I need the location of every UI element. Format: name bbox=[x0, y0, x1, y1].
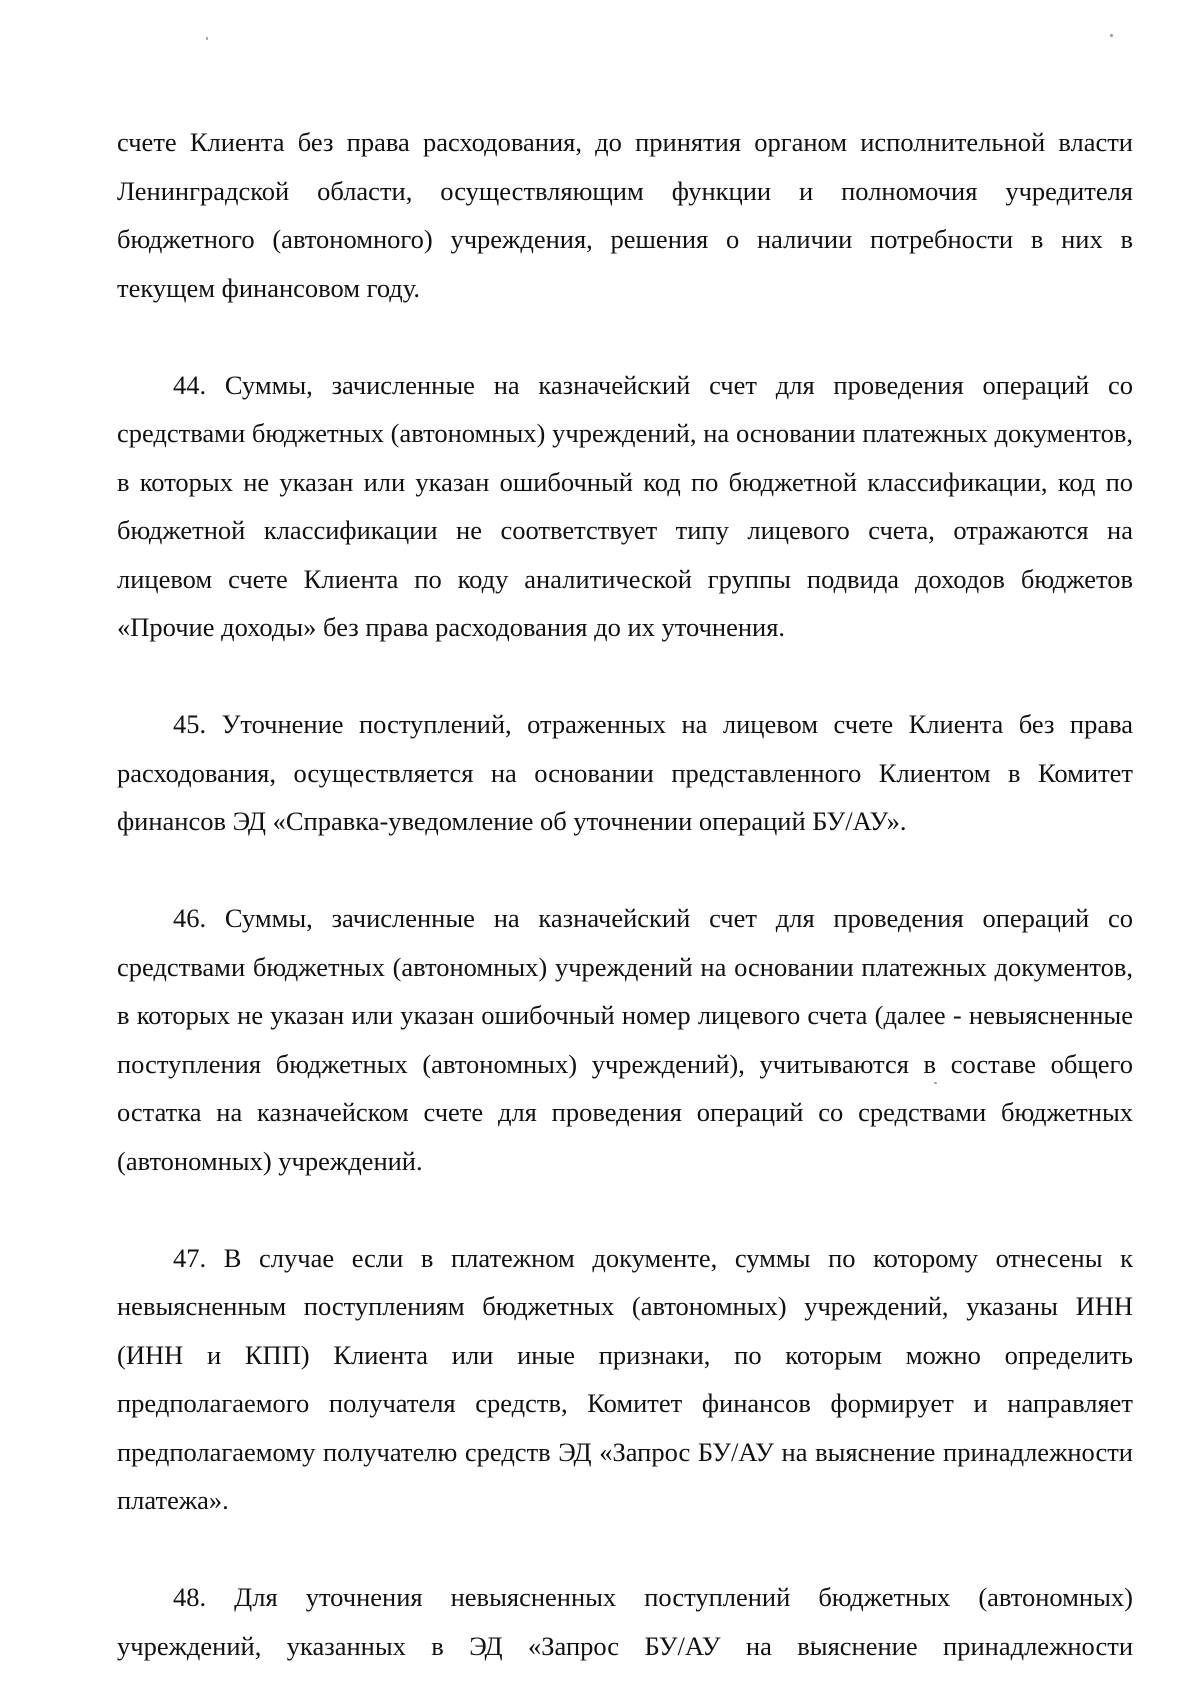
scan-speck bbox=[206, 37, 208, 40]
paragraph-text: Суммы, зачисленные на казначейский счет для проведения операций со средствами бюджетных (автономных) учреждений, на основании платежных документов, в которых не указан или указан ошибочный код по бюджетной классификации, код по бюджетной классификации не соответствует типу лицевого счета, отражаются на лицевом счете Клиента по коду аналитической группы подвида доходов бюджетов «Прочие доходы» без права расходования до их уточнения. bbox=[117, 369, 1133, 642]
paragraph-gap bbox=[117, 1525, 1133, 1574]
paragraph-text: В случае если в платежном документе, суммы по которому отнесены к невыясненным поступлениям бюджетных (автономных) учреждений, указаны ИНН (ИНН и КПП) Клиента или иные признаки, по которым можно определить предполагаемого получателя средств, Комитет финансов формирует и направляет предполагаемому получателю средств ЭД «Запрос БУ/АУ на выяснение принадлежности платежа». bbox=[117, 1242, 1134, 1515]
paragraph-47 bbox=[117, 1234, 1133, 1525]
paragraph-text: Уточнение поступлений, отраженных на лицевом счете Клиента без права расходования, осуществляется на основании представленного Клиентом в Комитет финансов ЭД «Справка-уведомление об уточнении операций БУ/АУ». bbox=[117, 709, 1134, 836]
paragraph-number: 46. bbox=[173, 903, 207, 933]
paragraph-number: 48. bbox=[173, 1582, 207, 1612]
paragraph-44 bbox=[117, 361, 1133, 652]
paragraph-48 bbox=[117, 1573, 1133, 1670]
paragraph-text: Для уточнения невыясненных поступлений бюджетных (автономных) учреждений, указанных в ЭД «Запрос БУ/АУ на выяснение принадлежности bbox=[117, 1582, 1133, 1661]
paragraph-number: 45. bbox=[173, 709, 207, 739]
paragraph-gap bbox=[117, 312, 1133, 361]
paragraph-45 bbox=[117, 700, 1133, 846]
paragraph-text: Суммы, зачисленные на казначейский счет для проведения операций со средствами бюджетных (автономных) учреждений на основании платежных документов, в которых не указан или указан ошибочный номер лицевого счета (далее - невыясненные поступления бюджетных (автономных) учреждений), учитываются в составе общего остатка на казначейском счете для проведения операций со средствами бюджетных (автономных) учреждений. bbox=[117, 903, 1133, 1176]
document-body bbox=[117, 118, 1133, 1670]
paragraph-gap bbox=[117, 846, 1133, 895]
scan-speck bbox=[1110, 34, 1113, 37]
paragraph-46 bbox=[117, 894, 1133, 1185]
paragraph-gap bbox=[117, 652, 1133, 701]
paragraph-number: 44. bbox=[173, 369, 207, 400]
paragraph-continuation: счете Клиента без права расходования, до принятия органом исполнительной власти Ленинградской области, осуществляющим функции и полномочия учредителя бюджетного (автономного) учреждения, решения о наличии потребности в них в текущем финансовом году. bbox=[117, 127, 1133, 303]
paragraph-number: 47. bbox=[173, 1242, 207, 1273]
paragraph-gap bbox=[117, 1185, 1133, 1234]
